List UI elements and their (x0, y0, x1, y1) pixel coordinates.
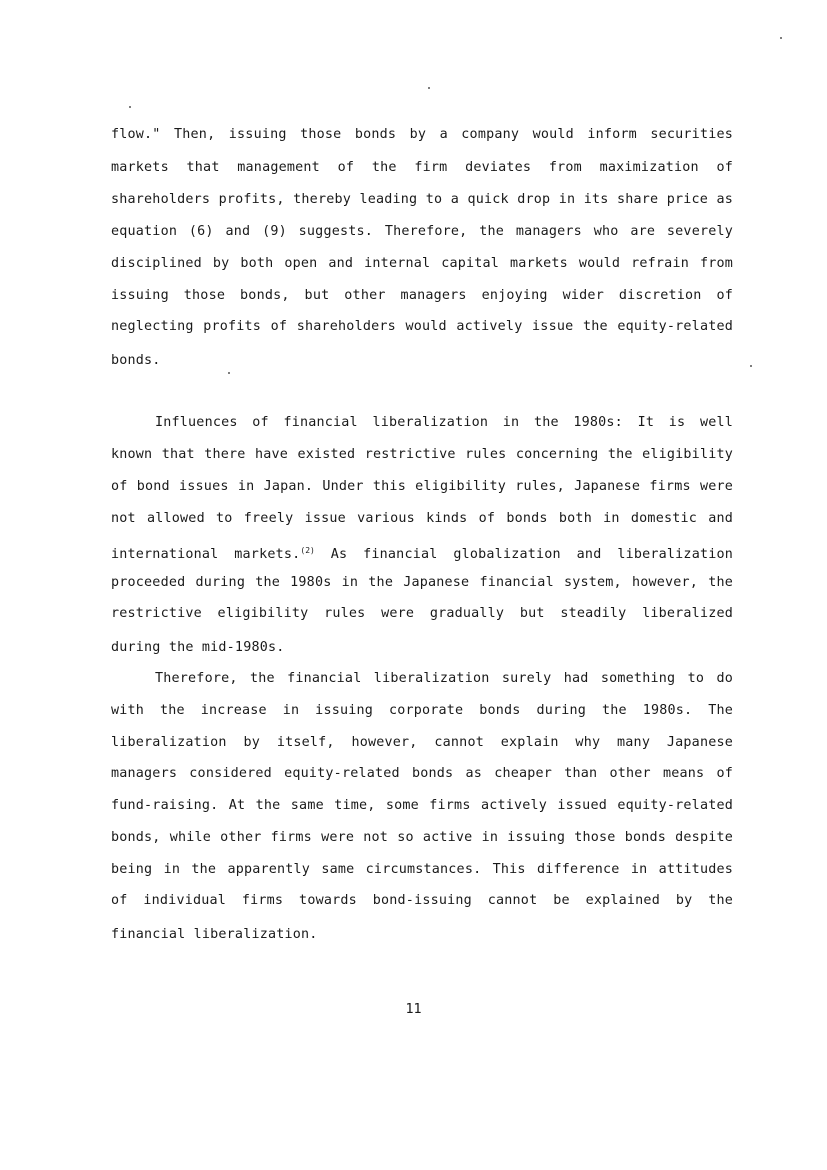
text-line: being in the apparently same circumstances. This difference in attitudes (111, 862, 733, 877)
text-line: restrictive eligibility rules were gradually but steadily liberalized (111, 606, 733, 621)
scan-speck (129, 106, 131, 108)
text-line: issuing those bonds, but other managers enjoying wider discretion of (111, 288, 733, 303)
text-line: Influences of financial liberalization in the 1980s: It is well (155, 415, 733, 430)
text-line (111, 542, 733, 564)
text-line: not allowed to freely issue various kinds of bonds both in domestic and (111, 511, 733, 526)
text-line: disciplined by both open and internal capital markets would refrain from (111, 256, 733, 271)
text-line: neglecting profits of shareholders would actively issue the equity-related (111, 319, 733, 334)
footnote-marker: (2) (300, 546, 315, 555)
text-line: Therefore, the financial liberalization surely had something to do (155, 671, 733, 686)
text-line: of individual firms towards bond-issuing cannot be explained by the (111, 893, 733, 908)
text-segment: international markets. (111, 547, 301, 562)
page-number: 11 (405, 1002, 422, 1017)
text-line: bonds, while other firms were not so active in issuing those bonds despite (111, 830, 733, 845)
text-line: of bond issues in Japan. Under this eligibility rules, Japanese firms were (111, 479, 733, 494)
text-line: shareholders profits, thereby leading to a quick drop in its share price as (111, 192, 733, 207)
text-line: markets that management of the firm deviates from maximization of (111, 160, 733, 175)
text-line: bonds. (111, 353, 161, 368)
text-line: with the increase in issuing corporate bonds during the 1980s. The (111, 703, 733, 718)
scan-speck (780, 37, 782, 39)
text-line: known that there have existed restrictive rules concerning the eligibility (111, 447, 733, 462)
text-line: financial liberalization. (111, 927, 318, 942)
text-line: proceeded during the 1980s in the Japanese financial system, however, the (111, 575, 733, 590)
text-line: equation (6) and (9) suggests. Therefore, the managers who are severely (111, 224, 733, 239)
text-line: liberalization by itself, however, cannot explain why many Japanese (111, 735, 733, 750)
text-line: flow." Then, issuing those bonds by a company would inform securities (111, 127, 733, 142)
scan-speck (428, 87, 430, 89)
text-line: fund-raising. At the same time, some firms actively issued equity-related (111, 798, 733, 813)
scan-speck (228, 372, 230, 374)
text-line: managers considered equity-related bonds as cheaper than other means of (111, 766, 733, 781)
text-line: during the mid-1980s. (111, 640, 285, 655)
scan-speck (750, 365, 752, 367)
text-segment: As financial globalization and liberalization (314, 547, 734, 562)
